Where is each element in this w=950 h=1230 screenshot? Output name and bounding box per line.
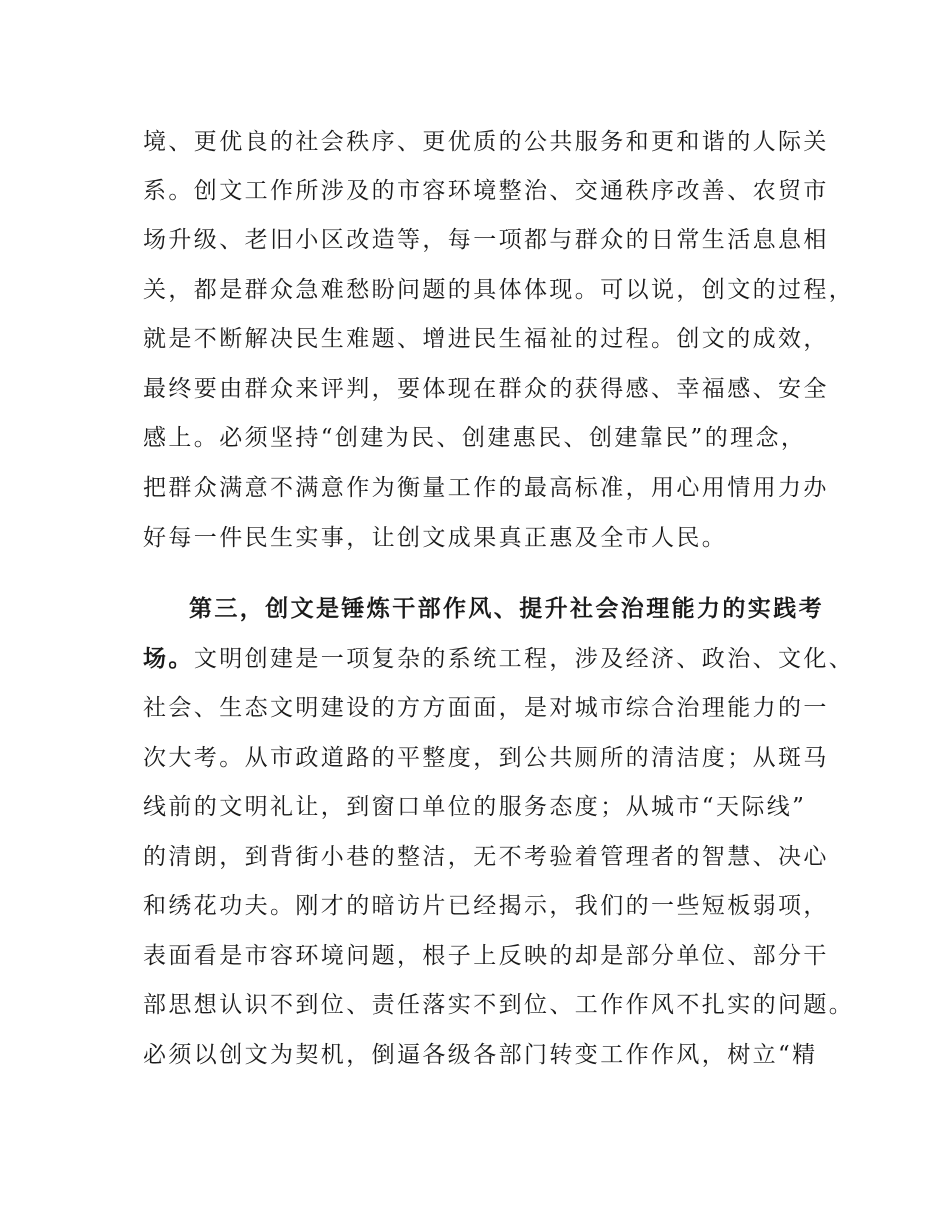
paragraph1-line-1: 境、更优良的社会秩序、更优质的公共服务和更和谐的人际关 xyxy=(143,129,829,155)
paragraph1-line-3: 场升级、老旧小区改造等，每一项都与群众的日常生活息息相 xyxy=(143,227,829,253)
paragraph1-line-6: 最终要由群众来评判，要体现在群众的获得感、幸福感、安全 xyxy=(143,376,829,402)
paragraph1-line-8: 把群众满意不满意作为衡量工作的最高标准，用心用情用力办 xyxy=(143,475,829,501)
paragraph2-line-8: 表面看是市容环境问题，根子上反映的却是部分单位、部分干 xyxy=(143,943,829,969)
paragraph2-line-2-text: 文明创建是一项复杂的系统工程，涉及经济、政治、文化、 xyxy=(193,646,855,672)
paragraph2-line-7: 和绣花功夫。刚才的暗访片已经揭示，我们的一些短板弱项， xyxy=(143,893,829,919)
paragraph2-line-4: 次大考。从市政道路的平整度，到公共厕所的清洁度；从斑马 xyxy=(143,745,829,771)
paragraph1-line-9: 好每一件民生实事，让创文成果真正惠及全市人民。 xyxy=(143,525,728,551)
paragraph2-heading: 第三，创文是锤炼干部作风、提升社会治理能力的实践考 xyxy=(189,596,824,622)
paragraph2-line-6: 的清朗，到背街小巷的整洁，无不考验着管理者的智慧、决心 xyxy=(143,844,829,870)
paragraph1-line-4: 关，都是群众急难愁盼问题的具体体现。可以说，创文的过程， xyxy=(143,277,855,303)
paragraph2-line-10: 必须以创文为契机，倒逼各级各部门转变工作作风，树立“精 xyxy=(143,1042,818,1068)
paragraph1-line-5: 就是不断解决民生难题、增进民生福祉的过程。创文的成效， xyxy=(143,326,829,352)
paragraph2-line-2 xyxy=(143,643,855,675)
paragraph2-line-9: 部思想认识不到位、责任落实不到位、工作作风不扎实的问题。 xyxy=(143,992,855,1018)
paragraph1-line-7: 感上。必须坚持“创建为民、创建惠民、创建靠民”的理念， xyxy=(143,425,807,451)
paragraph2-line-3: 社会、生态文明建设的方方面面，是对城市综合治理能力的一 xyxy=(143,695,829,721)
paragraph2-heading-end: 场。 xyxy=(143,646,194,672)
paragraph1-line-2: 系。创文工作所涉及的市容环境整治、交通秩序改善、农贸市 xyxy=(143,178,829,204)
paragraph2-line-5: 线前的文明礼让，到窗口单位的服务态度；从城市“天际线” xyxy=(143,794,807,820)
